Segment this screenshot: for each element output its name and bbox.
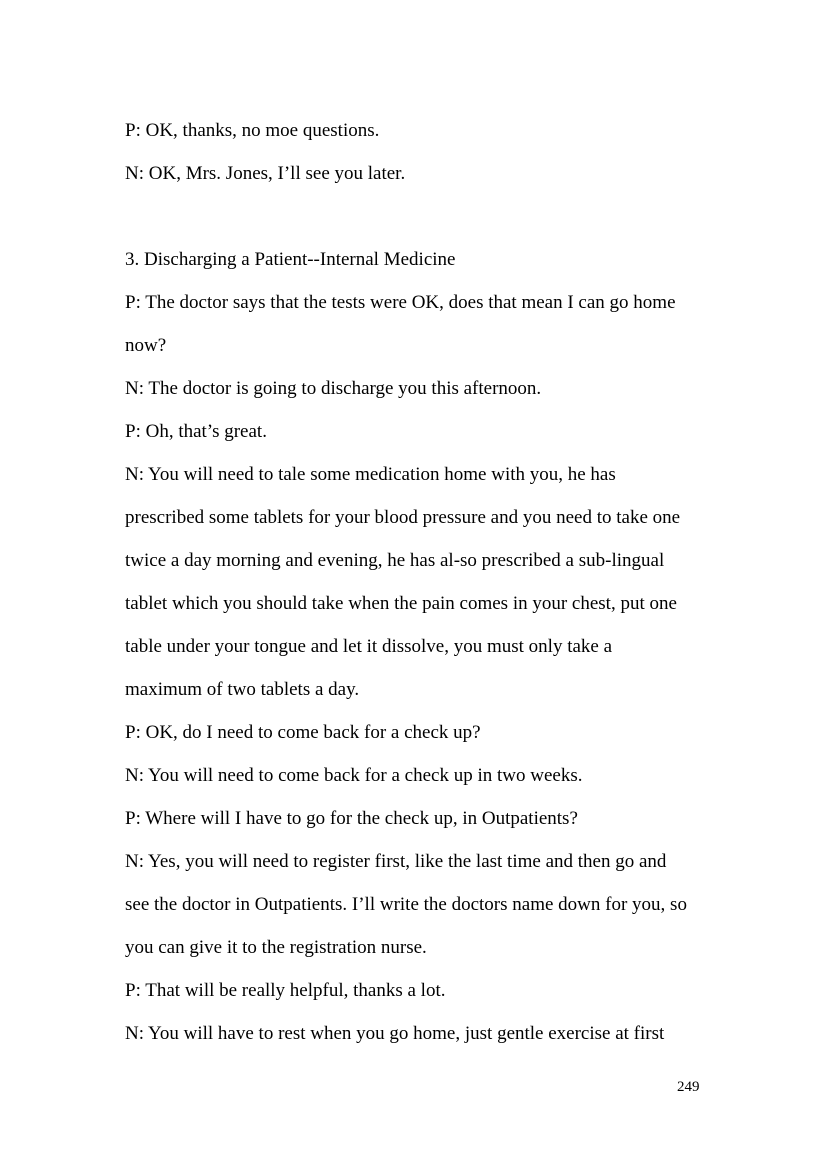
paragraph-gap — [125, 195, 725, 238]
page-number: 249 — [677, 1079, 700, 1095]
dialogue-line: N: You will need to tale some medication home with you, he has — [125, 464, 616, 485]
dialogue-line: maximum of two tablets a day. — [125, 679, 360, 700]
dialogue-line: now? — [125, 335, 167, 356]
dialogue-line: N: Yes, you will need to register first, like the last time and then go and — [125, 851, 667, 872]
dialogue-line: P: The doctor says that the tests were OK, does that mean I can go home — [125, 292, 676, 313]
dialogue-line: P: Where will I have to go for the check up, in Outpatients? — [125, 808, 578, 829]
dialogue-line: table under your tongue and let it dissolve, you must only take a — [125, 636, 613, 657]
dialogue-line: N: You will need to come back for a check up in two weeks. — [125, 765, 583, 786]
dialogue-line: N: OK, Mrs. Jones, I’ll see you later. — [125, 163, 406, 184]
dialogue-line: P: OK, thanks, no moe questions. — [125, 120, 380, 141]
dialogue-text — [125, 109, 725, 1055]
dialogue-line: see the doctor in Outpatients. I’ll write the doctors name down for you, so — [125, 894, 687, 915]
dialogue-line: you can give it to the registration nurse. — [125, 937, 427, 958]
dialogue-line: P: OK, do I need to come back for a check up? — [125, 722, 481, 743]
dialogue-line: N: You will have to rest when you go home, just gentle exercise at first — [125, 1023, 665, 1044]
dialogue-line: N: The doctor is going to discharge you this afternoon. — [125, 378, 542, 399]
dialogue-line: P: That will be really helpful, thanks a lot. — [125, 980, 446, 1001]
dialogue-line: P: Oh, that’s great. — [125, 421, 267, 442]
dialogue-line: twice a day morning and evening, he has al-so prescribed a sub-lingual — [125, 550, 665, 571]
dialogue-line: tablet which you should take when the pain comes in your chest, put one — [125, 593, 677, 614]
section-heading: 3. Discharging a Patient--Internal Medicine — [125, 249, 456, 270]
dialogue-line: prescribed some tablets for your blood pressure and you need to take one — [125, 507, 681, 528]
